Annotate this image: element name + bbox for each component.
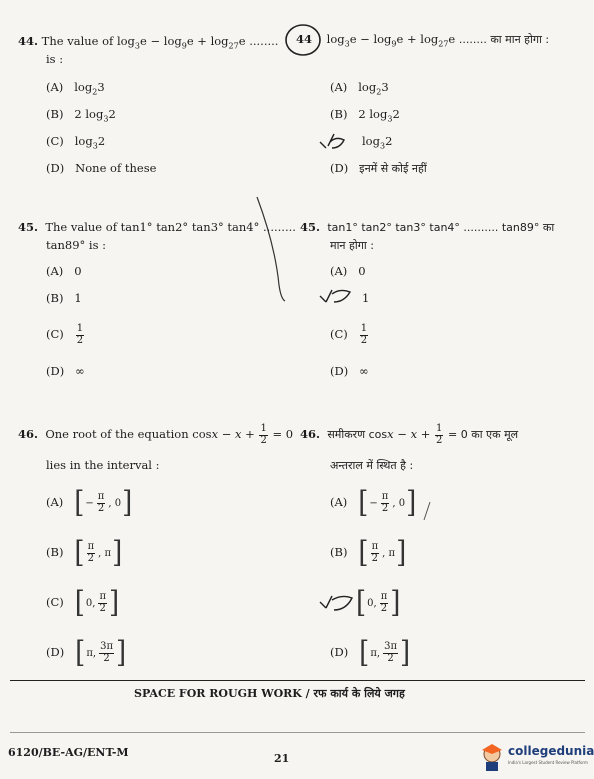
rough-work-rule [10,680,585,681]
q44-en-option-b: (B) 2 $\log_32$ [46,107,116,124]
q45-en-number: 45. [18,220,39,234]
q45-en-option-c: (C) $\frac{1}{2}$ [46,323,84,346]
q46-hi-option-a: (A) [ − $\frac{\pi}{2}$ , 0 ] [330,485,417,521]
q44-hi-option-a: (A) $\log_23$ [330,80,389,97]
q46-en-line2: lies in the interval : [46,458,160,472]
q46-hi-option-c: [ 0, $\frac{\pi}{2}$ ] [356,585,401,621]
pen-slash [420,500,434,524]
q45-hi-option-d: (D) ∞ [330,364,369,378]
q44-hi-option-d: (D) इनमें से कोई नहीं [330,161,427,175]
footer-rule [10,732,585,733]
q46-en-option-d: (D) [ π, $\frac{3\pi}{2}$ ] [46,635,127,671]
q45-check-mark [318,286,358,308]
logo-name: collegedunia [508,744,594,758]
q44-en-option-d: (D) None of these [46,161,157,175]
q44-hi-option-c: $\log_32$ [362,134,393,151]
paper-code: 6120/BE-AG/ENT-M [8,746,129,759]
q44-hi-number: 44 [296,32,313,46]
q44-hi-option-b: (B) 2 $\log_32$ [330,107,400,124]
q46-en-line1: 46. One root of the equation cosx − x + $\frac{1}{2}$ = 0 [18,423,294,446]
mascot-icon [478,742,506,772]
rough-work-heading: SPACE FOR ROUGH WORK / रफ कार्य के लिये जगह [134,687,405,700]
q44-en-number: 44. [18,34,39,48]
q44-en-text: The value of log [41,34,135,48]
page-number: 21 [274,752,290,765]
q45-hi-number: 45. [300,220,321,234]
logo-tagline: India's Largest Student Review Platform [508,760,588,765]
q46-hi-option-b: (B) [ $\frac{\pi}{2}$ , π ] [330,535,407,571]
collegedunia-logo [478,742,594,772]
q45-en-option-a: (A) 0 [46,264,82,278]
q46-en-option-c: (C) [ 0, $\frac{\pi}{2}$ ] [46,585,120,621]
q46-hi-number: 46. [300,427,321,441]
q44-en-line2: is : [46,52,64,66]
q44-en-option-c: (C) $\log_32$ [46,134,106,151]
q45-hi-line2: मान होगा : [330,239,374,252]
q45-en-option-b: (B) 1 [46,291,82,305]
q44-en-option-a: (A) $\log_23$ [46,80,105,97]
q45-en-line2: tan89° is : [46,238,107,252]
q46-en-number: 46. [18,427,39,441]
q46-en-option-a: (A) [ − $\frac{\pi}{2}$ , 0 ] [46,485,133,521]
q46-hi-line2: अन्तराल में स्थित है : [330,459,414,472]
q45-hi-line1: 45. tan1° tan2° tan3° tan4° .......... tan89° का [300,220,555,234]
q44-check-mark [318,130,350,154]
q44-en-line1: 44. The value of $\log_3e - \log_9e + \log_{27}e$ ........ [18,34,279,51]
q45-en-line1: 45. The value of tan1° tan2° tan3° tan4° ......... [18,220,296,234]
q44-hi-line1: 44 $\log_3e - \log_9e + \log_{27}e$ ........ का मान होगा : [296,32,550,49]
q46-hi-option-d: (D) [ π, $\frac{3\pi}{2}$ ] [330,635,411,671]
q46-hi-line1: 46. समीकरण cosx − x + $\frac{1}{2}$ = 0 का एक मूल [300,423,519,446]
q45-hi-option-b: 1 [362,291,370,305]
q45-hi-option-c: (C) $\frac{1}{2}$ [330,323,368,346]
q45-en-option-d: (D) ∞ [46,364,85,378]
pen-stroke [255,195,305,305]
q46-en-option-b: (B) [ $\frac{\pi}{2}$ , π ] [46,535,123,571]
q45-hi-option-a: (A) 0 [330,264,366,278]
q46-check-mark [318,592,358,616]
